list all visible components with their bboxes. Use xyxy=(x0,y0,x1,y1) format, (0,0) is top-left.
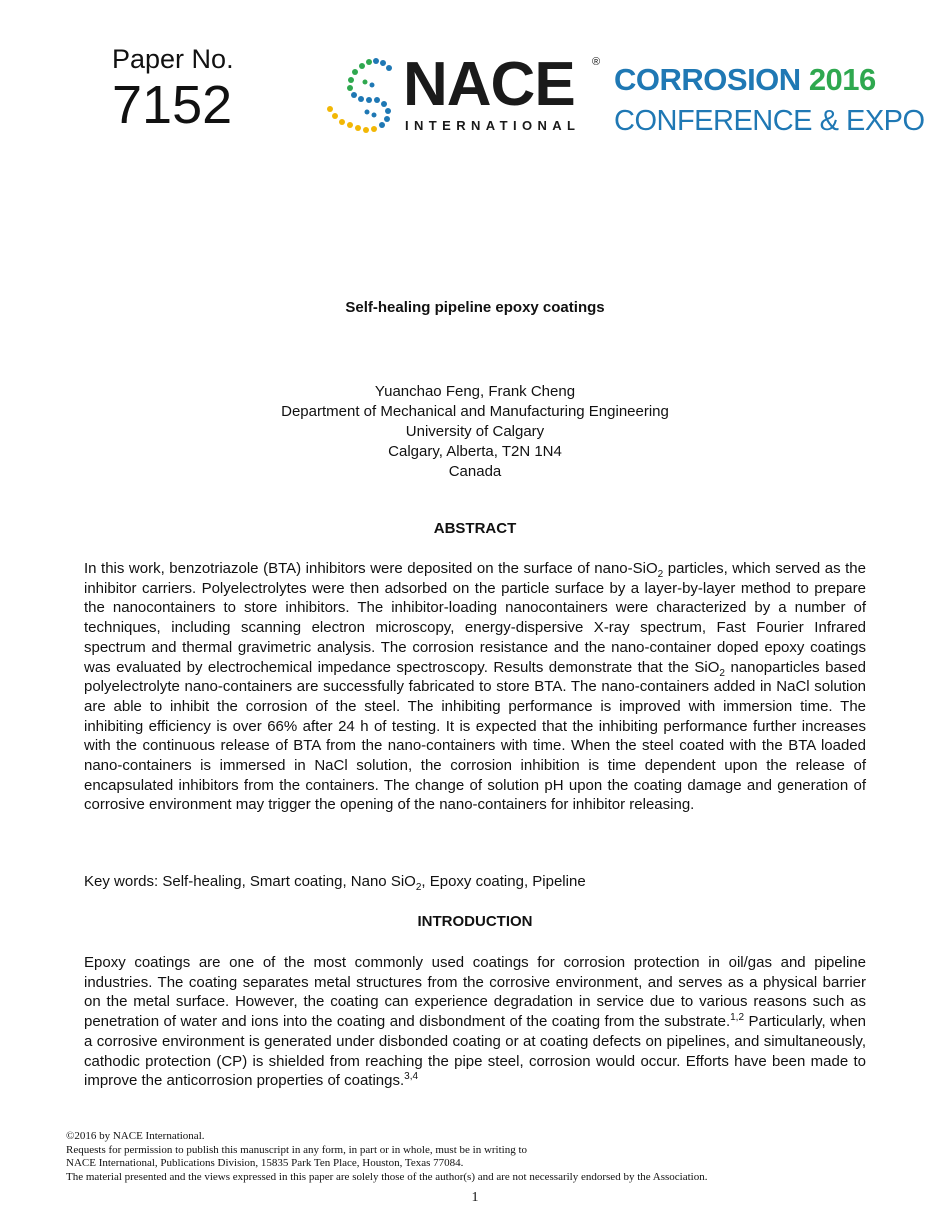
intro-text-1: Epoxy coatings are one of the most commonly used coatings for corrosion protection in oil/gas and pipeline industries. The coating separates metal structures from the corrosive environment, and serves as a physical barrier on the metal surface. However, the coating can experience degradation in service due to various reasons such as penetration of water and ions into the coating and disbondment of the coating from the substrate. xyxy=(84,954,866,1031)
paper-number-label: Paper No. xyxy=(112,44,234,74)
footer-copyright: ©2016 by NACE International. xyxy=(66,1130,205,1142)
author-department: Department of Mechanical and Manufacturing Engineering xyxy=(281,403,669,420)
subscript: 2 xyxy=(657,569,664,580)
footer xyxy=(66,1130,707,1184)
org-subtitle: INTERNATIONAL xyxy=(405,118,581,133)
registered-mark: ® xyxy=(592,56,601,68)
author-names: Yuanchao Feng, Frank Cheng xyxy=(374,383,576,400)
introduction-paragraph xyxy=(84,953,866,1091)
author-city: Calgary, Alberta, T2N 1N4 xyxy=(388,443,562,460)
abstract-paragraph xyxy=(84,559,866,815)
author-university: University of Calgary xyxy=(405,423,545,440)
introduction-heading: INTRODUCTION xyxy=(417,913,533,930)
abstract-text-2: particles, which served as the inhibitor carriers. Polyelectrolytes were then adsorbed on the particle surface by a layer-by-layer method to prepare the nanocontainers to store inhibitors. The inhibitor-loading nanocontainers were characterized by a number of techniques, including scanning electron microscopy, energy-dispersive X-ray spectrum, Fast Fourier Infrared spectrum and thermal gravimetric analysis. The corrosion resistance and the nano-container doped epoxy coatings was evaluated by electrochemical impedance spectroscopy. Results demonstrate that the SiO xyxy=(84,560,866,676)
footer-line: The material presented and the views expressed in this paper are solely those of the author(s) and are not necessarily endorsed by the Association. xyxy=(66,1170,708,1183)
author-block xyxy=(0,382,950,482)
keywords xyxy=(84,873,586,893)
keywords-suffix: , Epoxy coating, Pipeline xyxy=(421,873,586,890)
conference-name: CORROSION xyxy=(614,62,801,97)
abstract-text-1: In this work, benzotriazole (BTA) inhibitors were deposited on the surface of nano-SiO xyxy=(84,560,658,577)
intro-text-2: Particularly, when a corrosive environment is generated under disbonded coating or at coating defects on pipelines, and simultaneously, cathodic protection (CP) is shielded from reaching the pipe steel, corrosion would occur. Efforts have been made to improve the anticorrosion properties of coatings. xyxy=(84,1013,867,1090)
logo-dots xyxy=(327,58,392,133)
conference-year: 2016 xyxy=(808,62,876,97)
footer-line: Requests for permission to publish this manuscript in any form, in part or in whole, must be in writing to xyxy=(66,1143,528,1156)
paper-title: Self-healing pipeline epoxy coatings xyxy=(345,299,605,316)
abstract-heading: ABSTRACT xyxy=(433,520,517,537)
subscript: 2 xyxy=(415,882,422,893)
subscript: 2 xyxy=(719,667,725,679)
citation: 1,2 xyxy=(730,1012,745,1024)
footer-line: NACE International, Publications Division, 15835 Park Ten Place, Houston, Texas 77084. xyxy=(66,1157,464,1169)
page-number: 1 xyxy=(471,1190,479,1205)
citation: 3,4 xyxy=(404,1071,419,1083)
conference-title xyxy=(614,62,876,98)
paper-number: 7152 xyxy=(112,75,233,135)
abstract-text-3: nanoparticles based polyelectrolyte nano-containers are successfully fabricated to store BTA. The nano-containers added in NaCl solution are able to inhibit the corrosion of the steel. The inhibiting performance is improved with immersion time. The inhibiting efficiency is over 66% after 24 h of testing. It is expected that the inhibiting performance further increases with the continuous release of BTA from the nano-containers with time. When the steel coated with the BTA loaded nano-containers is immersed in NaCl solution, the corrosion inhibition is time dependent upon the release of encapsulated inhibitors from the containers. The change of solution pH upon the coating damage and generation of corrosive environment may trigger the opening of the nano-containers for inhibitor releasing. xyxy=(84,658,866,814)
org-name: NACE xyxy=(403,50,575,119)
keywords-prefix: Key words: Self-healing, Smart coating, Nano SiO xyxy=(84,873,416,890)
author-country: Canada xyxy=(448,463,502,480)
conference-subtitle: CONFERENCE & EXPO xyxy=(614,105,925,137)
